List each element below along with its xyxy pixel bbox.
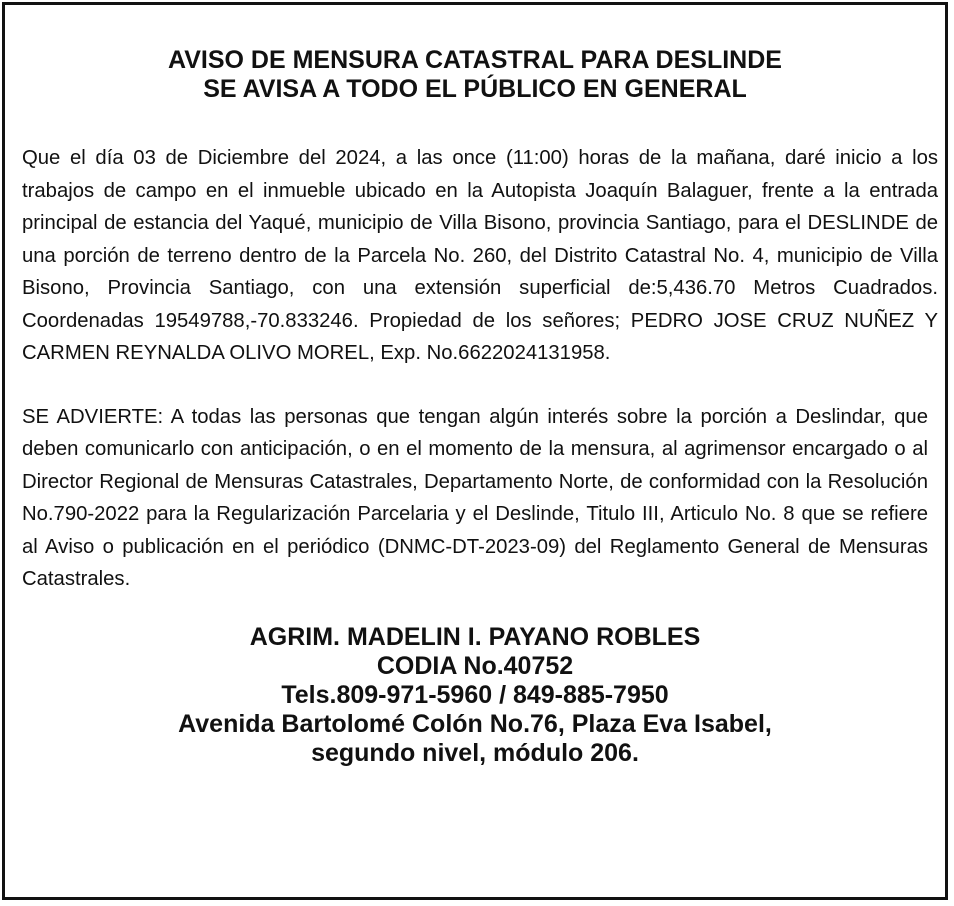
notice-frame [2,2,948,900]
heading-line-1: AVISO DE MENSURA CATASTRAL PARA DESLINDE [168,46,782,74]
signature-block [22,623,928,768]
heading-line-2: SE AVISA A TODO EL PÚBLICO EN GENERAL [203,75,747,103]
signature-phones: Tels.809-971-5960 / 849-885-7950 [281,680,669,709]
notice-content [22,5,938,897]
signature-address: Avenida Bartolomé Colón No.76, Plaza Eva Isabel, [178,709,772,738]
notice-paragraph-1: Que el día 03 de Diciembre del 2024, a las once (11:00) horas de la mañana, daré inicio a los trabajos de campo en el inmueble ubicado en la Autopista Joaquín Balaguer, frente a la entrada principal de estancia del Yaqué, municipio de Villa Bisono, provincia Santiago, para el DESLINDE de una porción de terreno dentro de la Parcela No. 260, del Distrito Catastral No. 4, municipio de Villa Bisono, Provincia Santiago, con una extensión superficial de:5,436.70 Metros Cuadrados. Coordenadas 19549788,-70.833246. Propiedad de los señores; PEDRO JOSE CRUZ NUÑEZ Y CARMEN REYNALDA OLIVO MOREL, Exp. No.6622024131958. [22,147,938,364]
notice-heading [22,46,928,104]
signature-codia: CODIA No.40752 [376,651,574,680]
signature-address-detail: segundo nivel, módulo 206. [311,738,639,767]
signature-name: AGRIM. MADELIN I. PAYANO ROBLES [249,622,701,651]
notice-paragraph-2: SE ADVIERTE: A todas las personas que tengan algún interés sobre la porción a Deslindar, que deben comunicarlo con anticipación, o en el momento de la mensura, al agrimensor encargado o al Director Regional de Mensuras Catastrales, Departamento Norte, de conformidad con la Resolución No.790-2022 para la Regularización Parcelaria y el Deslinde, Titulo III, Articulo No. 8 que se refiere al Aviso o publicación en el periódico (DNMC-DT-2023-09) del Reglamento General de Mensuras Catastrales. [22,405,928,590]
